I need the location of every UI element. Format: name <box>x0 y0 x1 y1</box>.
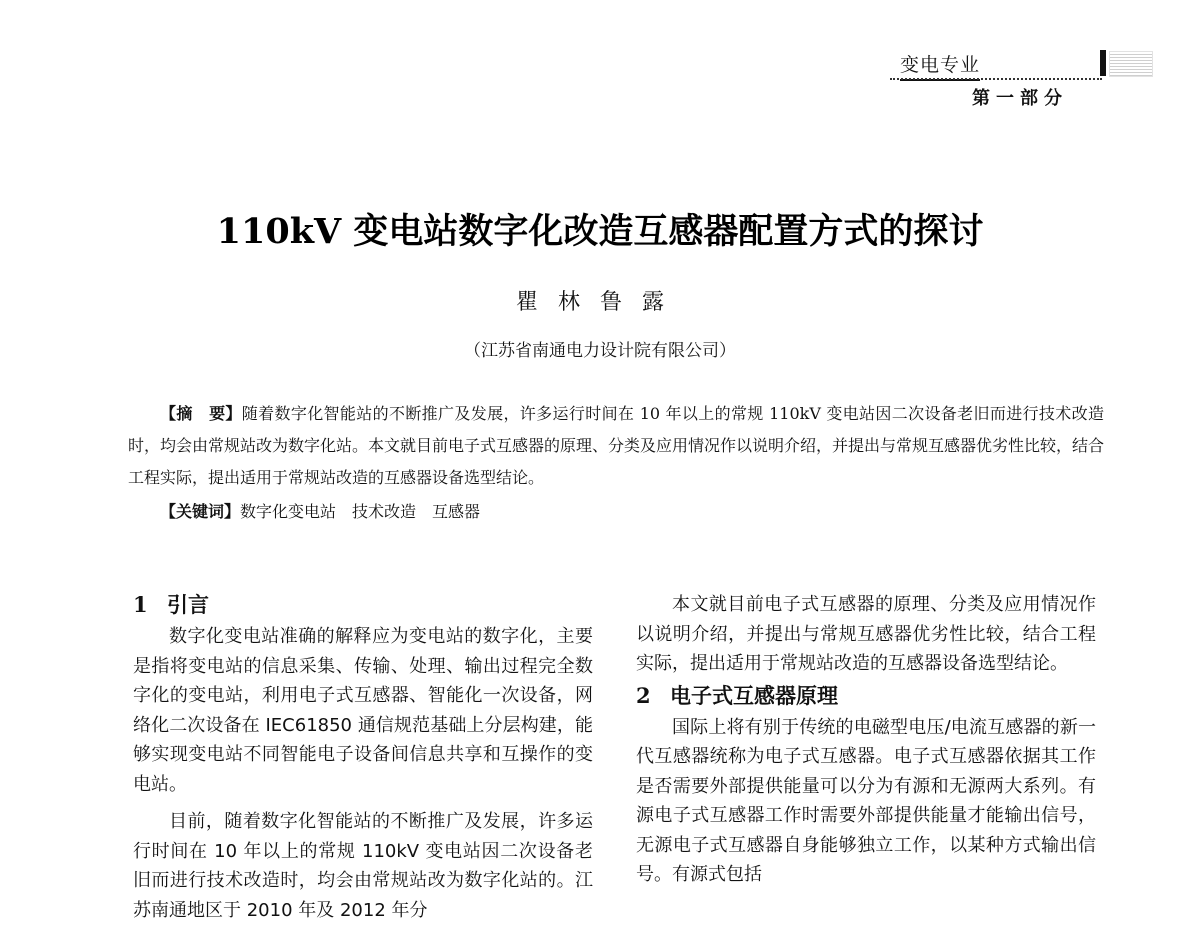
header-subtitle: 第一部分 <box>972 88 1068 109</box>
running-header <box>890 50 1152 112</box>
section-title: 电子式互感器原理 <box>670 682 838 708</box>
body-paragraph: 国际上将有别于传统的电磁型电压/电流互感器的新一代互感器统称为电子式互感器。电子式互感器依据其工作是否需要外部提供能量可以分为有源和无源两大系列。有源电子式互感器工作时需要外部提供能量才能输出信号，无源电子式互感器自身能够独立工作，以某种方式输出信号。有源式包括 <box>636 716 1096 885</box>
body-paragraph: 数字化变电站准确的解释应为变电站的数字化，主要是指将变电站的信息采集、传输、处理、输出过程完全数字化的变电站，利用电子式互感器、智能化一次设备，网络化二次设备在 IEC61850 通信规范基础上分层构建，能够实现变电站不同智能电子设备间信息共享和互操作的变电站。 <box>133 626 593 795</box>
section-heading-1 <box>133 588 593 622</box>
left-column <box>133 588 593 925</box>
abstract-text: 随着数字化智能站的不断推广及发展，许多运行时间在 10 年以上的常规 110kV 变电站因二次设备老旧而进行技术改造时，均会由常规站改为数字化站。本文就目前电子式互感器的原理、分类及应用情况作以说明介绍，并提出与常规互感器优劣性比较，结合工程实际，提出适用于常规站改造的互感器设备选型结论。 <box>128 404 1105 487</box>
abstract-block <box>128 398 1104 528</box>
section-title: 引言 <box>167 592 209 617</box>
paper-title: 110kV 变电站数字化改造互感器配置方式的探讨 <box>216 211 984 252</box>
abstract-label: 【摘 要】 <box>160 404 242 423</box>
paper-authors: 瞿林鲁露 <box>515 290 684 315</box>
keywords-paragraph <box>128 496 1104 528</box>
keywords-label: 【关键词】 <box>160 502 241 521</box>
header-dotted-rule <box>890 78 1102 80</box>
header-bar-mark <box>1100 50 1106 76</box>
header-category: 变电专业 <box>900 50 980 81</box>
abstract-paragraph <box>128 398 1104 494</box>
body-paragraph: 目前，随着数字化智能站的不断推广及发展，许多运行时间在 10 年以上的常规 110kV 变电站因二次设备老旧而进行技术改造时，均会由常规站改为数字化站的。江苏南通地区于 2010 年及 2012 年分 <box>133 811 593 921</box>
body-paragraph: 本文就目前电子式互感器的原理、分类及应用情况作以说明介绍，并提出与常规互感器优劣性比较，结合工程实际，提出适用于常规站改造的互感器设备选型结论。 <box>636 594 1096 674</box>
header-texture-mark <box>1109 51 1153 77</box>
keywords-text: 数字化变电站 技术改造 互感器 <box>240 502 481 521</box>
section-number: 1 <box>133 592 148 617</box>
right-column <box>636 590 1096 890</box>
paper-affiliation: （江苏省南通电力设计院有限公司） <box>464 341 736 361</box>
section-number: 2 <box>636 682 651 708</box>
section-heading-2 <box>636 679 1096 713</box>
